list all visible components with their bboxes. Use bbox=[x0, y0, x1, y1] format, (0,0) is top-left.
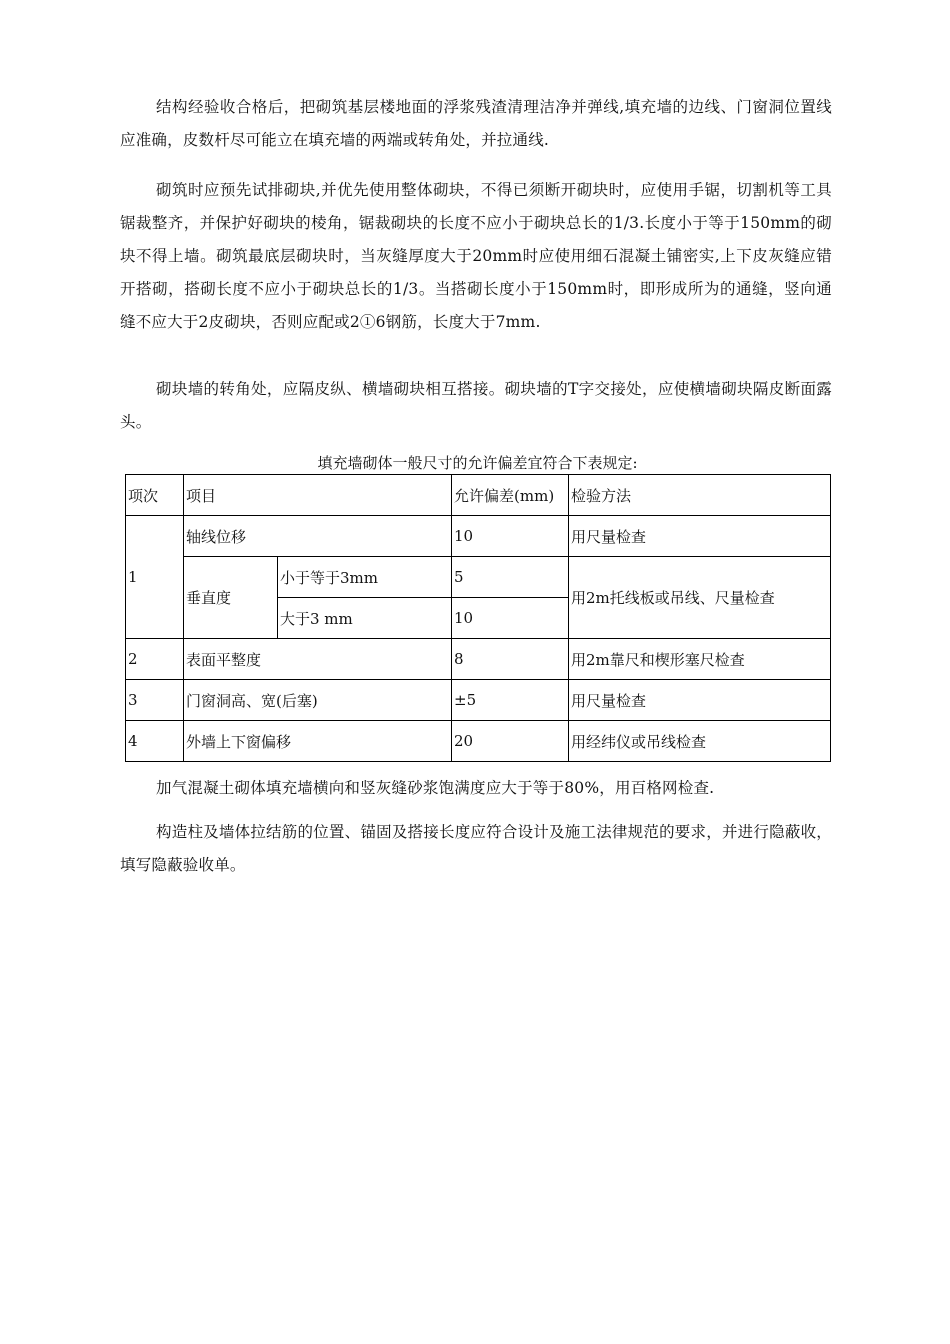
cell-method: 用2m托线板或吊线、尺量检查 bbox=[569, 557, 831, 639]
header-item: 项目 bbox=[184, 475, 452, 516]
paragraph-baseline-preparation: 结构经验收合格后，把砌筑基层楼地面的浮浆残渣清理洁净并弹线,填充墙的边线、门窗洞位置线应准确，皮数杆尽可能立在填充墙的两端或转角处，并拉通线. bbox=[120, 98, 832, 149]
table-row bbox=[126, 639, 831, 680]
cell-seq: 1 bbox=[126, 516, 184, 639]
header-tolerance: 允许偏差(mm) bbox=[452, 475, 569, 516]
cell-item: 门窗洞高、宽(后塞) bbox=[184, 680, 452, 721]
cell-tolerance: 10 bbox=[452, 598, 569, 639]
cell-method: 用尺量检查 bbox=[569, 680, 831, 721]
header-seq: 项次 bbox=[126, 475, 184, 516]
cell-method: 用经纬仪或吊线检查 bbox=[569, 721, 831, 762]
cell-subitem: 小于等于3mm bbox=[278, 557, 452, 598]
header-method: 检验方法 bbox=[569, 475, 831, 516]
cell-seq: 2 bbox=[126, 639, 184, 680]
cell-item: 垂直度 bbox=[184, 557, 278, 639]
cell-item: 轴线位移 bbox=[184, 516, 452, 557]
cell-tolerance: 5 bbox=[452, 557, 569, 598]
cell-seq: 4 bbox=[126, 721, 184, 762]
cell-seq: 3 bbox=[126, 680, 184, 721]
tolerance-table bbox=[125, 474, 831, 762]
cell-tolerance: ±5 bbox=[452, 680, 569, 721]
table-caption: 填充墙砌体一般尺寸的允许偏差宜符合下表规定: bbox=[317, 454, 638, 472]
table-header-row bbox=[126, 475, 831, 516]
table-row bbox=[126, 516, 831, 557]
table-row bbox=[126, 721, 831, 762]
cell-method: 用2m靠尺和楔形塞尺检查 bbox=[569, 639, 831, 680]
table-row bbox=[126, 557, 831, 598]
paragraph-corner-lapping: 砌块墙的转角处，应隔皮纵、横墙砌块相互搭接。砌块墙的T字交接处，应使横墙砌块隔皮断面露头。 bbox=[120, 380, 832, 431]
cell-tolerance: 20 bbox=[452, 721, 569, 762]
paragraph-block-cutting: 砌筑时应预先试排砌块,并优先使用整体砌块，不得已须断开砌块时，应使用手锯，切割机等工具锯裁整齐，并保护好砌块的棱角，锯裁砌块的长度不应小于砌块总长的1/3.长度小于等于150mm的砌块不得上墙。砌筑最底层砌块时，当灰缝厚度大于20mm时应使用细石混凝土铺密实,上下皮灰缝应错开搭砌，搭砌长度不应小于砌块总长的1/3。当搭砌长度小于150mm时，即形成所为的通缝，竖向通缝不应大于2皮砌块，否则应配或2①6钢筋，长度大于7mm. bbox=[120, 181, 832, 331]
paragraph-tie-bars: 构造柱及墙体拉结筋的位置、锚固及搭接长度应符合设计及施工法律规范的要求，并进行隐蔽收，填写隐蔽验收单。 bbox=[120, 823, 832, 874]
paragraph-mortar-fullness: 加气混凝土砌体填充墙横向和竖灰缝砂浆饱满度应大于等于80%，用百格网检查. bbox=[156, 779, 715, 797]
cell-tolerance: 8 bbox=[452, 639, 569, 680]
cell-tolerance: 10 bbox=[452, 516, 569, 557]
cell-method: 用尺量检查 bbox=[569, 516, 831, 557]
cell-item: 外墙上下窗偏移 bbox=[184, 721, 452, 762]
table-row bbox=[126, 680, 831, 721]
cell-subitem: 大于3 mm bbox=[278, 598, 452, 639]
cell-item: 表面平整度 bbox=[184, 639, 452, 680]
